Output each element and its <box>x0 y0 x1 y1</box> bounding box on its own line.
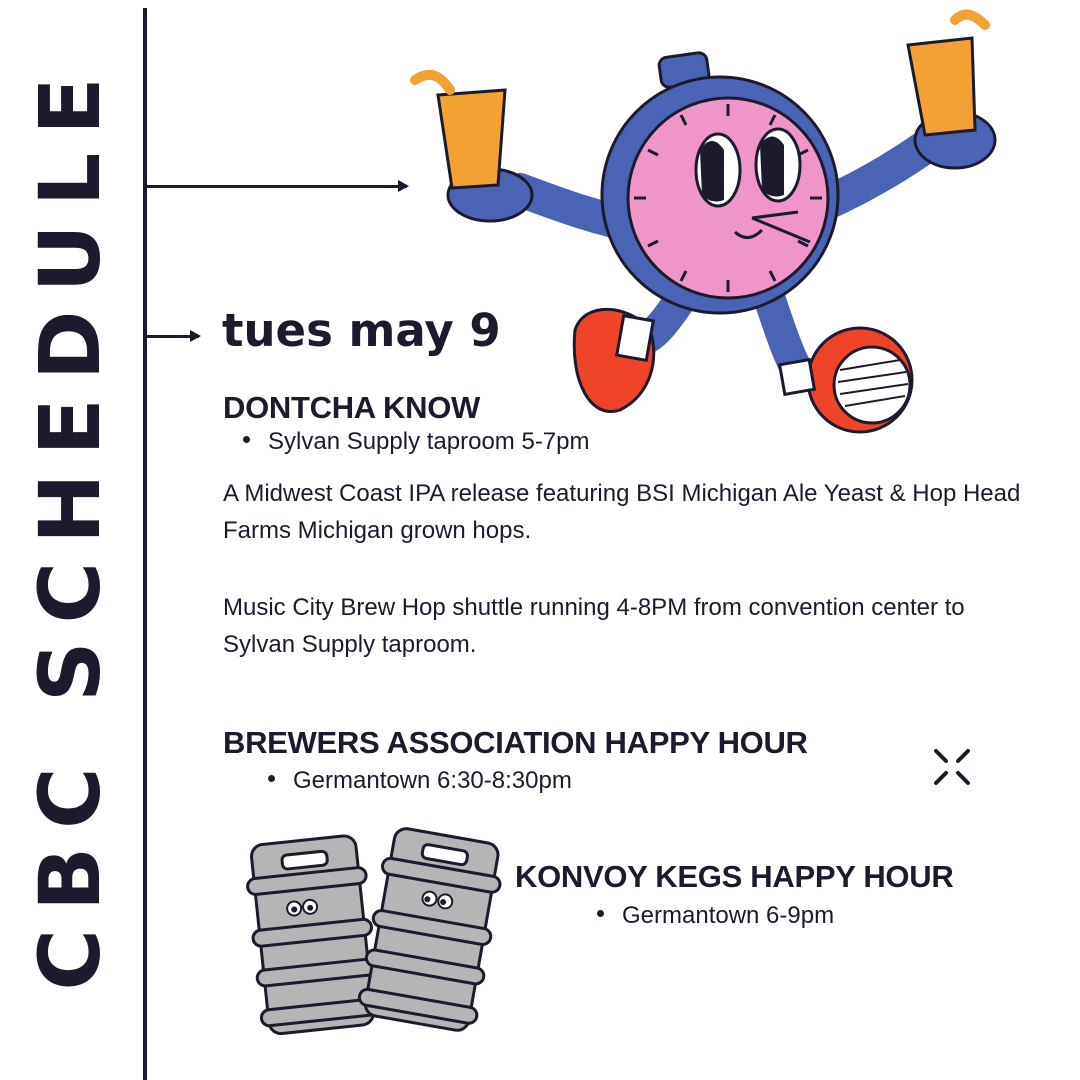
schedule-title: CBC SCHEDULE <box>21 59 119 991</box>
divider-line <box>143 8 147 1080</box>
sparkle-icon <box>930 745 974 789</box>
kegs-illustration <box>235 825 525 1040</box>
arrow-right-icon <box>147 335 199 338</box>
event-description: A Midwest Coast IPA release featuring BSI Michigan Ale Yeast & Hop Head Farms Michigan grown hops. <box>223 480 1021 544</box>
event-detail: Germantown 6-9pm <box>597 902 834 930</box>
event-title: BREWERS ASSOCIATION HAPPY HOUR <box>223 725 808 760</box>
event-detail: Germantown 6:30-8:30pm <box>268 767 572 795</box>
date-heading: tues may 9 <box>222 304 501 357</box>
event-detail: Sylvan Supply taproom 5-7pm <box>243 428 590 456</box>
arrow-right-icon <box>147 185 407 188</box>
clock-mascot-illustration <box>400 0 1020 460</box>
event-title: KONVOY KEGS HAPPY HOUR <box>515 859 954 894</box>
event-description: Music City Brew Hop shuttle running 4-8PM from convention center to Sylvan Supply taproom. <box>223 594 965 658</box>
event-title: DONTCHA KNOW <box>223 390 480 425</box>
vertical-title <box>0 0 140 1080</box>
